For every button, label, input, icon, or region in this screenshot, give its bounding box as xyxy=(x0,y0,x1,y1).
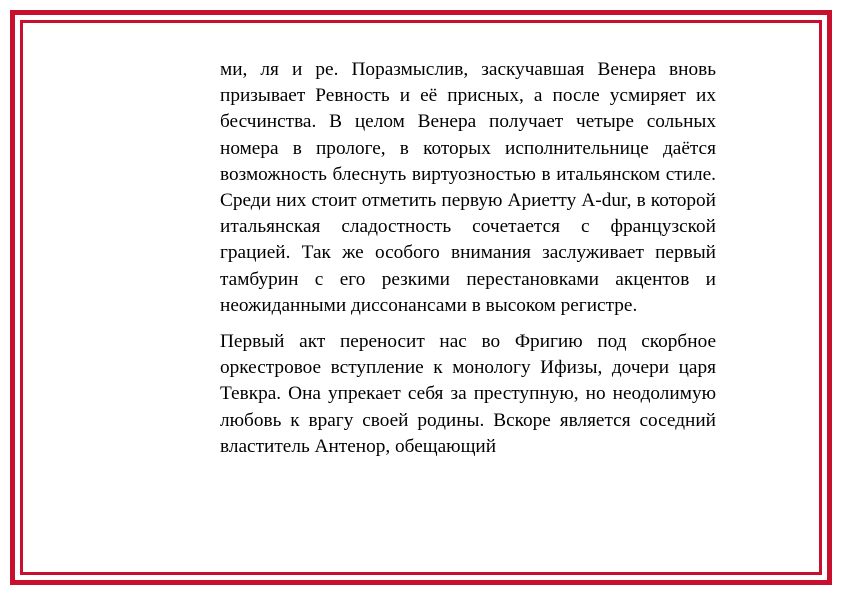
paragraph-2: Первый акт переносит нас во Фригию под скорбное оркестровое вступление к монологу Ифизы, дочери царя Тевкра. Она упрекает себя за преступную, но неодолимую любовь к врагу своей родины. Вскоре является соседний властитель Антенор, обещающий xyxy=(220,331,716,457)
paragraph-1: ми, ля и ре. Поразмыслив, заскучавшая Венера вновь призывает Ревность и её присных, а после усмиряет их бесчинства. В целом Венера получает четыре сольных номера в прологе, в которых исполнительнице даётся возможность блеснуть виртуозностью в итальянском стиле. Среди них стоит отметить первую Ариетту A-dur, в которой итальянская сладостность сочетается с французской грацией. Так же особого внимания заслуживает первый тамбурин с его резкими перестановками акцентов и неожиданными диссонансами в высоком регистре. xyxy=(220,59,716,316)
document-text-block xyxy=(220,57,716,460)
